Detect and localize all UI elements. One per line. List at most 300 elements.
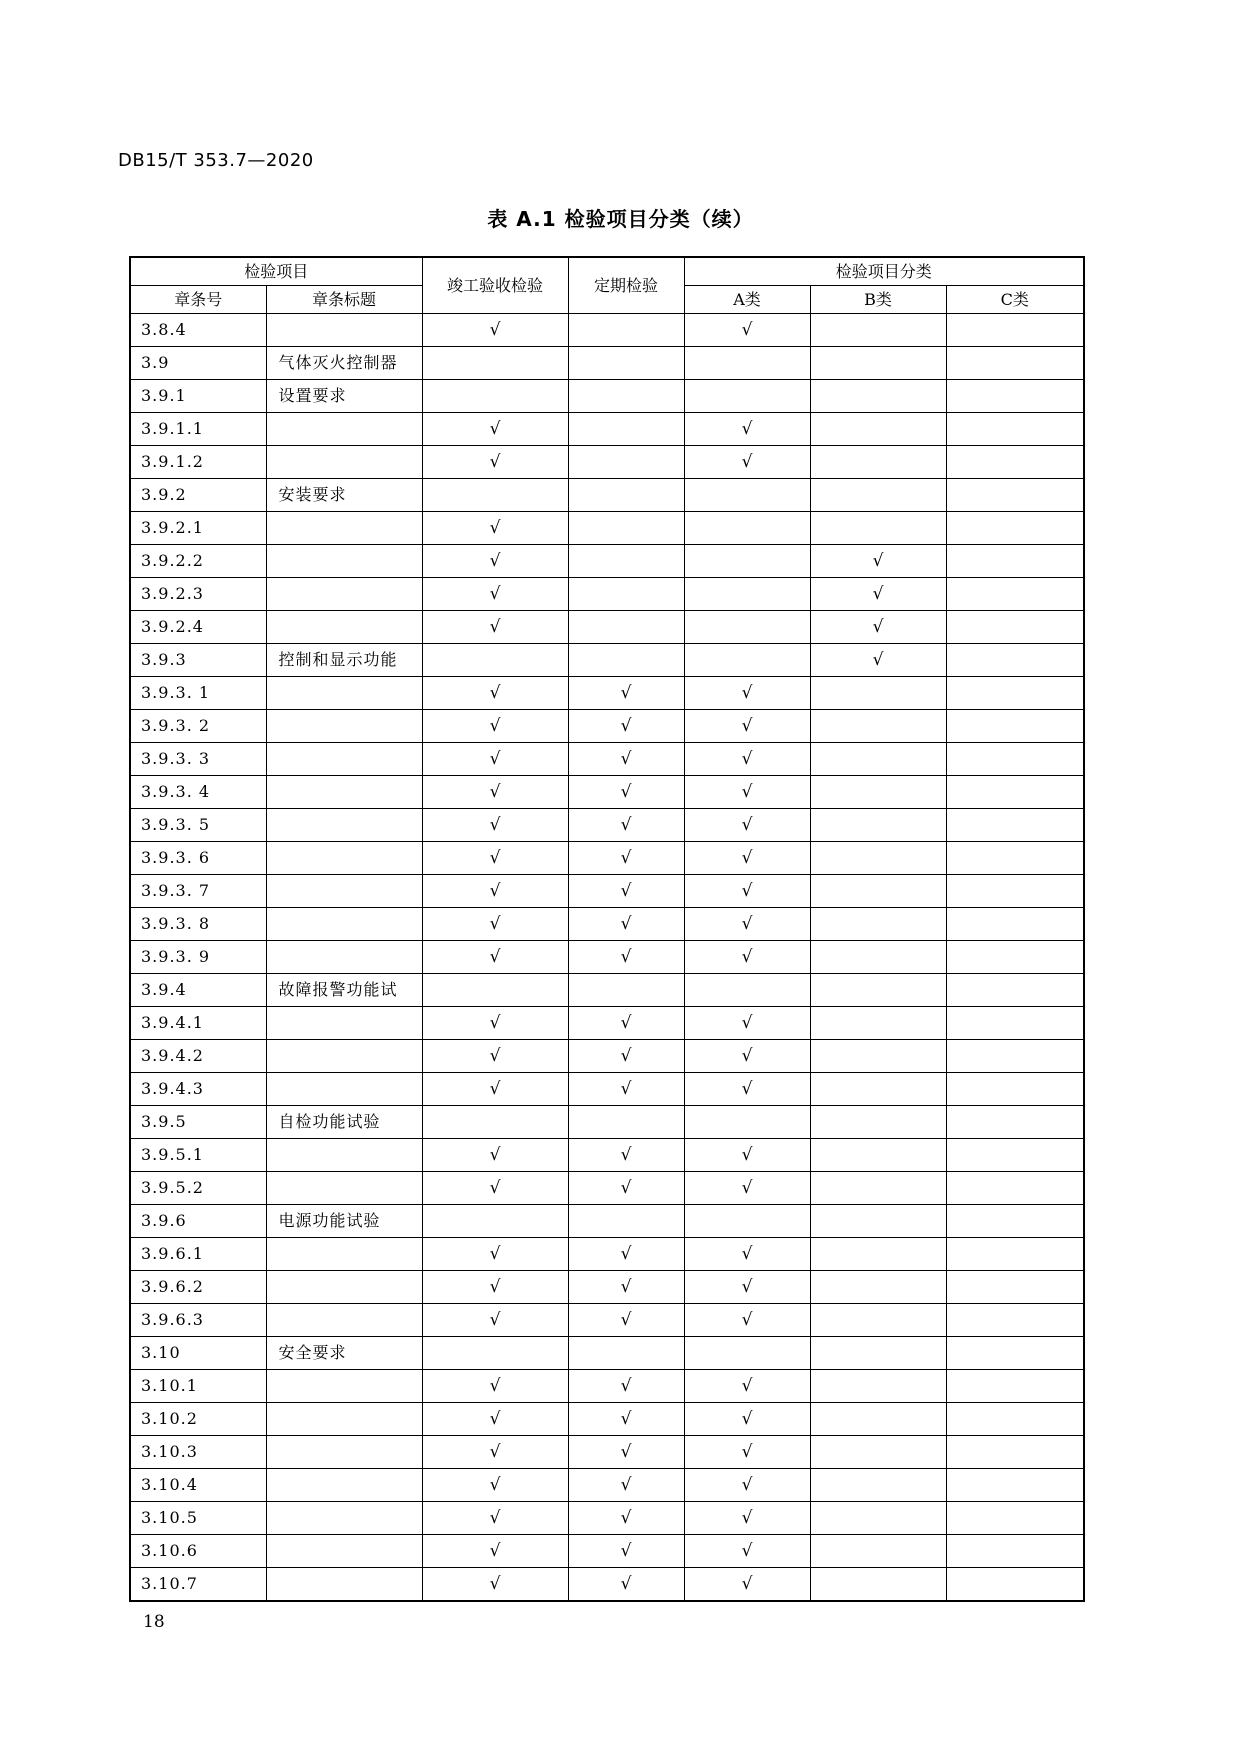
- completion-inspection-cell: √: [422, 446, 568, 479]
- clause-number-cell: 3.9.3. 8: [130, 908, 266, 941]
- class-c-cell: [946, 1535, 1084, 1568]
- class-b-cell: [810, 1304, 946, 1337]
- table-row: [130, 1568, 1084, 1602]
- clause-number-cell: 3.9.2.1: [130, 512, 266, 545]
- class-c-cell: [946, 1304, 1084, 1337]
- periodic-inspection-cell: √: [568, 941, 684, 974]
- class-c-cell: [946, 1568, 1084, 1602]
- class-b-cell: [810, 1370, 946, 1403]
- class-c-cell: [946, 743, 1084, 776]
- class-a-cell: √: [684, 941, 810, 974]
- completion-inspection-cell: √: [422, 941, 568, 974]
- clause-title-cell: [266, 710, 422, 743]
- periodic-inspection-cell: √: [568, 1271, 684, 1304]
- class-b-cell: [810, 1568, 946, 1602]
- table-row: [130, 1238, 1084, 1271]
- clause-number-cell: 3.9.6: [130, 1205, 266, 1238]
- clause-title-cell: [266, 1502, 422, 1535]
- class-c-cell: [946, 941, 1084, 974]
- completion-inspection-cell: √: [422, 743, 568, 776]
- class-c-cell: [946, 776, 1084, 809]
- clause-title-cell: [266, 908, 422, 941]
- completion-inspection-cell: [422, 974, 568, 1007]
- class-a-cell: [684, 1106, 810, 1139]
- class-c-cell: [946, 1502, 1084, 1535]
- class-b-cell: [810, 512, 946, 545]
- completion-inspection-cell: [422, 380, 568, 413]
- clause-number-cell: 3.9.1.2: [130, 446, 266, 479]
- clause-number-cell: 3.9.4: [130, 974, 266, 1007]
- class-a-cell: √: [684, 809, 810, 842]
- completion-inspection-cell: √: [422, 1568, 568, 1602]
- class-a-cell: [684, 479, 810, 512]
- class-a-cell: √: [684, 710, 810, 743]
- class-c-cell: [946, 380, 1084, 413]
- clause-title-cell: [266, 1172, 422, 1205]
- class-c-cell: [946, 710, 1084, 743]
- clause-title-cell: [266, 1370, 422, 1403]
- clause-number-cell: 3.9.3. 1: [130, 677, 266, 710]
- class-b-cell: [810, 842, 946, 875]
- table-row: [130, 1469, 1084, 1502]
- class-c-cell: [946, 314, 1084, 347]
- clause-number-cell: 3.9.3. 6: [130, 842, 266, 875]
- completion-inspection-cell: √: [422, 1502, 568, 1535]
- clause-number-cell: 3.9.2.4: [130, 611, 266, 644]
- class-b-cell: [810, 479, 946, 512]
- class-b-cell: [810, 1073, 946, 1106]
- class-a-cell: √: [684, 776, 810, 809]
- completion-inspection-cell: [422, 347, 568, 380]
- clause-title-cell: [266, 1139, 422, 1172]
- periodic-inspection-cell: [568, 545, 684, 578]
- clause-title-cell: [266, 413, 422, 446]
- class-a-cell: √: [684, 1469, 810, 1502]
- clause-title-cell: [266, 1403, 422, 1436]
- periodic-inspection-cell: [568, 413, 684, 446]
- table-row: [130, 1205, 1084, 1238]
- clause-title-cell: [266, 512, 422, 545]
- completion-inspection-cell: √: [422, 1304, 568, 1337]
- clause-title-cell: [266, 1040, 422, 1073]
- clause-title-cell: [266, 941, 422, 974]
- completion-inspection-cell: [422, 1106, 568, 1139]
- periodic-inspection-cell: [568, 1205, 684, 1238]
- table-caption: 表 A.1 检验项目分类（续）: [487, 207, 754, 231]
- periodic-inspection-cell: √: [568, 1073, 684, 1106]
- clause-number-cell: 3.10: [130, 1337, 266, 1370]
- class-b-cell: [810, 908, 946, 941]
- periodic-inspection-cell: √: [568, 1469, 684, 1502]
- class-a-cell: √: [684, 1271, 810, 1304]
- completion-inspection-cell: [422, 644, 568, 677]
- periodic-inspection-cell: √: [568, 809, 684, 842]
- class-b-cell: √: [810, 611, 946, 644]
- clause-title-cell: [266, 1073, 422, 1106]
- periodic-inspection-cell: [568, 446, 684, 479]
- class-c-cell: [946, 545, 1084, 578]
- clause-title-cell: 自检功能试验: [266, 1106, 422, 1139]
- completion-inspection-cell: √: [422, 677, 568, 710]
- class-b-cell: √: [810, 545, 946, 578]
- class-b-header: B类: [810, 286, 946, 314]
- completion-inspection-cell: √: [422, 1370, 568, 1403]
- class-b-cell: [810, 974, 946, 1007]
- periodic-inspection-cell: √: [568, 908, 684, 941]
- table-row: [130, 1106, 1084, 1139]
- table-row: [130, 446, 1084, 479]
- clause-title-cell: [266, 578, 422, 611]
- completion-inspection-cell: √: [422, 809, 568, 842]
- class-b-cell: √: [810, 644, 946, 677]
- periodic-inspection-cell: √: [568, 1304, 684, 1337]
- table-row: [130, 677, 1084, 710]
- table-row: [130, 578, 1084, 611]
- clause-number-cell: 3.9.4.2: [130, 1040, 266, 1073]
- clause-number-cell: 3.9.2: [130, 479, 266, 512]
- periodic-inspection-cell: √: [568, 677, 684, 710]
- clause-title-cell: [266, 545, 422, 578]
- class-a-cell: [684, 512, 810, 545]
- class-a-cell: √: [684, 908, 810, 941]
- clause-title-cell: [266, 1304, 422, 1337]
- clause-number-cell: 3.9.3. 4: [130, 776, 266, 809]
- class-b-cell: [810, 1139, 946, 1172]
- periodic-inspection-cell: [568, 347, 684, 380]
- clause-title-cell: [266, 1271, 422, 1304]
- class-a-cell: [684, 1205, 810, 1238]
- clause-title-cell: [266, 1568, 422, 1602]
- completion-inspection-cell: √: [422, 1073, 568, 1106]
- class-a-cell: √: [684, 1535, 810, 1568]
- class-c-cell: [946, 1205, 1084, 1238]
- completion-inspection-cell: √: [422, 512, 568, 545]
- table-row: [130, 1370, 1084, 1403]
- clause-number-cell: 3.10.1: [130, 1370, 266, 1403]
- table-row: [130, 1073, 1084, 1106]
- clause-number-cell: 3.9.5.1: [130, 1139, 266, 1172]
- clause-title-cell: [266, 1238, 422, 1271]
- periodic-inspection-header: 定期检验: [568, 257, 684, 314]
- inspection-classification-table: [129, 256, 1085, 1602]
- table-row: [130, 314, 1084, 347]
- clause-number-cell: 3.10.6: [130, 1535, 266, 1568]
- periodic-inspection-cell: [568, 1106, 684, 1139]
- table-body: [130, 314, 1084, 1602]
- table-row: [130, 347, 1084, 380]
- clause-number-cell: 3.9.3: [130, 644, 266, 677]
- class-c-cell: [946, 1073, 1084, 1106]
- class-c-cell: [946, 1469, 1084, 1502]
- periodic-inspection-cell: √: [568, 1403, 684, 1436]
- table-row: [130, 743, 1084, 776]
- completion-inspection-cell: √: [422, 908, 568, 941]
- completion-inspection-cell: √: [422, 1139, 568, 1172]
- periodic-inspection-cell: √: [568, 875, 684, 908]
- class-a-cell: [684, 644, 810, 677]
- clause-number-cell: 3.9.5.2: [130, 1172, 266, 1205]
- clause-no-header: 章条号: [130, 286, 266, 314]
- clause-number-cell: 3.9: [130, 347, 266, 380]
- clause-number-cell: 3.9.2.3: [130, 578, 266, 611]
- class-c-cell: [946, 611, 1084, 644]
- completion-inspection-cell: √: [422, 1469, 568, 1502]
- clause-number-cell: 3.9.4.1: [130, 1007, 266, 1040]
- table-row: [130, 1403, 1084, 1436]
- class-c-cell: [946, 1403, 1084, 1436]
- class-c-cell: [946, 446, 1084, 479]
- class-c-cell: [946, 974, 1084, 1007]
- clause-title-cell: [266, 677, 422, 710]
- class-c-cell: [946, 1172, 1084, 1205]
- periodic-inspection-cell: √: [568, 1535, 684, 1568]
- class-a-cell: √: [684, 1172, 810, 1205]
- class-c-cell: [946, 1271, 1084, 1304]
- table-row: [130, 1172, 1084, 1205]
- class-b-cell: [810, 677, 946, 710]
- class-c-cell: [946, 1436, 1084, 1469]
- class-a-cell: √: [684, 842, 810, 875]
- table-row: [130, 776, 1084, 809]
- completion-inspection-cell: √: [422, 413, 568, 446]
- table-row: [130, 380, 1084, 413]
- clause-title-cell: [266, 446, 422, 479]
- table-row: [130, 1271, 1084, 1304]
- class-b-cell: [810, 1271, 946, 1304]
- periodic-inspection-cell: √: [568, 1238, 684, 1271]
- class-a-cell: [684, 611, 810, 644]
- class-b-cell: [810, 809, 946, 842]
- clause-title-cell: 故障报警功能试: [266, 974, 422, 1007]
- clause-number-cell: 3.10.5: [130, 1502, 266, 1535]
- completion-inspection-cell: √: [422, 1436, 568, 1469]
- class-b-cell: [810, 1106, 946, 1139]
- clause-number-cell: 3.10.7: [130, 1568, 266, 1602]
- class-b-cell: [810, 347, 946, 380]
- header-row-1: [130, 257, 1084, 286]
- table-row: [130, 1304, 1084, 1337]
- class-c-cell: [946, 512, 1084, 545]
- class-c-cell: [946, 1007, 1084, 1040]
- class-a-cell: √: [684, 1007, 810, 1040]
- inspection-item-header: 检验项目: [130, 257, 422, 286]
- clause-number-cell: 3.9.1: [130, 380, 266, 413]
- class-b-cell: [810, 875, 946, 908]
- class-a-cell: √: [684, 446, 810, 479]
- class-a-cell: √: [684, 875, 810, 908]
- periodic-inspection-cell: [568, 479, 684, 512]
- periodic-inspection-cell: √: [568, 1007, 684, 1040]
- clause-number-cell: 3.9.3. 2: [130, 710, 266, 743]
- clause-title-cell: [266, 1007, 422, 1040]
- class-a-cell: √: [684, 743, 810, 776]
- clause-number-cell: 3.9.3. 3: [130, 743, 266, 776]
- periodic-inspection-cell: [568, 974, 684, 1007]
- periodic-inspection-cell: [568, 1337, 684, 1370]
- periodic-inspection-cell: √: [568, 1436, 684, 1469]
- clause-title-cell: [266, 776, 422, 809]
- clause-title-cell: [266, 875, 422, 908]
- periodic-inspection-cell: √: [568, 1370, 684, 1403]
- table-row: [130, 644, 1084, 677]
- class-c-cell: [946, 347, 1084, 380]
- table-row: [130, 545, 1084, 578]
- periodic-inspection-cell: √: [568, 1172, 684, 1205]
- completion-inspection-cell: √: [422, 545, 568, 578]
- class-a-cell: √: [684, 677, 810, 710]
- clause-number-cell: 3.9.3. 7: [130, 875, 266, 908]
- table-row: [130, 809, 1084, 842]
- clause-number-cell: 3.9.4.3: [130, 1073, 266, 1106]
- table-row: [130, 479, 1084, 512]
- class-b-cell: [810, 941, 946, 974]
- class-a-cell: √: [684, 1040, 810, 1073]
- clause-title-cell: 设置要求: [266, 380, 422, 413]
- table-row: [130, 908, 1084, 941]
- clause-number-cell: 3.9.6.1: [130, 1238, 266, 1271]
- clause-number-cell: 3.9.6.2: [130, 1271, 266, 1304]
- class-c-cell: [946, 578, 1084, 611]
- clause-number-cell: 3.9.6.3: [130, 1304, 266, 1337]
- completion-inspection-cell: √: [422, 578, 568, 611]
- clause-number-cell: 3.9.3. 5: [130, 809, 266, 842]
- class-b-cell: [810, 446, 946, 479]
- clause-title-cell: [266, 842, 422, 875]
- class-a-cell: [684, 1337, 810, 1370]
- page-number: 18: [143, 1612, 165, 1632]
- clause-number-cell: 3.10.3: [130, 1436, 266, 1469]
- class-a-cell: √: [684, 1304, 810, 1337]
- class-c-cell: [946, 1337, 1084, 1370]
- class-b-cell: [810, 1502, 946, 1535]
- clause-title-cell: 电源功能试验: [266, 1205, 422, 1238]
- periodic-inspection-cell: √: [568, 710, 684, 743]
- table-row: [130, 1436, 1084, 1469]
- clause-title-cell: [266, 1535, 422, 1568]
- periodic-inspection-cell: [568, 512, 684, 545]
- class-b-cell: [810, 1040, 946, 1073]
- class-b-cell: [810, 1337, 946, 1370]
- clause-number-cell: 3.9.5: [130, 1106, 266, 1139]
- clause-number-cell: 3.10.2: [130, 1403, 266, 1436]
- completion-inspection-cell: [422, 1205, 568, 1238]
- document-code: DB15/T 353.7—2020: [118, 150, 314, 171]
- clause-title-cell: [266, 1469, 422, 1502]
- class-c-cell: [946, 908, 1084, 941]
- table-row: [130, 1040, 1084, 1073]
- classification-header: 检验项目分类: [684, 257, 1084, 286]
- clause-title-cell: [266, 1436, 422, 1469]
- class-a-cell: √: [684, 1502, 810, 1535]
- table-row: [130, 512, 1084, 545]
- clause-number-cell: 3.10.4: [130, 1469, 266, 1502]
- class-b-cell: [810, 1172, 946, 1205]
- table-row: [130, 1535, 1084, 1568]
- periodic-inspection-cell: [568, 578, 684, 611]
- completion-inspection-cell: √: [422, 1172, 568, 1205]
- class-b-cell: [810, 710, 946, 743]
- class-b-cell: [810, 1238, 946, 1271]
- table-row: [130, 413, 1084, 446]
- clause-title-cell: [266, 743, 422, 776]
- class-b-cell: [810, 380, 946, 413]
- clause-number-cell: 3.8.4: [130, 314, 266, 347]
- completion-inspection-cell: √: [422, 710, 568, 743]
- completion-inspection-cell: √: [422, 1007, 568, 1040]
- periodic-inspection-cell: [568, 314, 684, 347]
- clause-title-cell: [266, 809, 422, 842]
- class-c-cell: [946, 1040, 1084, 1073]
- completion-inspection-cell: √: [422, 1403, 568, 1436]
- completion-inspection-cell: √: [422, 842, 568, 875]
- class-c-cell: [946, 677, 1084, 710]
- completion-inspection-cell: √: [422, 314, 568, 347]
- completion-inspection-cell: √: [422, 776, 568, 809]
- clause-number-cell: 3.9.3. 9: [130, 941, 266, 974]
- clause-title-cell: [266, 314, 422, 347]
- periodic-inspection-cell: [568, 644, 684, 677]
- class-c-cell: [946, 1106, 1084, 1139]
- class-a-cell: √: [684, 1403, 810, 1436]
- completion-inspection-header: 竣工验收检验: [422, 257, 568, 314]
- completion-inspection-cell: √: [422, 611, 568, 644]
- class-b-cell: [810, 1205, 946, 1238]
- class-a-cell: √: [684, 413, 810, 446]
- class-a-cell: [684, 380, 810, 413]
- class-a-cell: [684, 347, 810, 380]
- class-c-cell: [946, 479, 1084, 512]
- class-b-cell: [810, 743, 946, 776]
- clause-title-cell: 安全要求: [266, 1337, 422, 1370]
- completion-inspection-cell: [422, 1337, 568, 1370]
- class-b-cell: [810, 413, 946, 446]
- class-a-cell: √: [684, 1139, 810, 1172]
- table-row: [130, 1337, 1084, 1370]
- class-c-cell: [946, 842, 1084, 875]
- completion-inspection-cell: √: [422, 1535, 568, 1568]
- class-a-cell: √: [684, 1238, 810, 1271]
- class-b-cell: [810, 1535, 946, 1568]
- class-c-cell: [946, 1238, 1084, 1271]
- class-a-header: A类: [684, 286, 810, 314]
- clause-title-cell: 安装要求: [266, 479, 422, 512]
- clause-title-cell: [266, 611, 422, 644]
- clause-number-cell: 3.9.1.1: [130, 413, 266, 446]
- class-c-cell: [946, 413, 1084, 446]
- periodic-inspection-cell: √: [568, 743, 684, 776]
- class-a-cell: [684, 545, 810, 578]
- class-c-cell: [946, 1139, 1084, 1172]
- table-row: [130, 611, 1084, 644]
- class-b-cell: [810, 1436, 946, 1469]
- completion-inspection-cell: [422, 479, 568, 512]
- table-row: [130, 1007, 1084, 1040]
- periodic-inspection-cell: √: [568, 1139, 684, 1172]
- periodic-inspection-cell: √: [568, 1040, 684, 1073]
- class-b-cell: [810, 314, 946, 347]
- class-a-cell: √: [684, 1436, 810, 1469]
- class-c-cell: [946, 644, 1084, 677]
- class-b-cell: [810, 1007, 946, 1040]
- class-a-cell: √: [684, 1073, 810, 1106]
- table-row: [130, 875, 1084, 908]
- table-row: [130, 974, 1084, 1007]
- class-a-cell: √: [684, 1568, 810, 1602]
- table-row: [130, 842, 1084, 875]
- clause-title-header: 章条标题: [266, 286, 422, 314]
- completion-inspection-cell: √: [422, 1040, 568, 1073]
- table-row: [130, 941, 1084, 974]
